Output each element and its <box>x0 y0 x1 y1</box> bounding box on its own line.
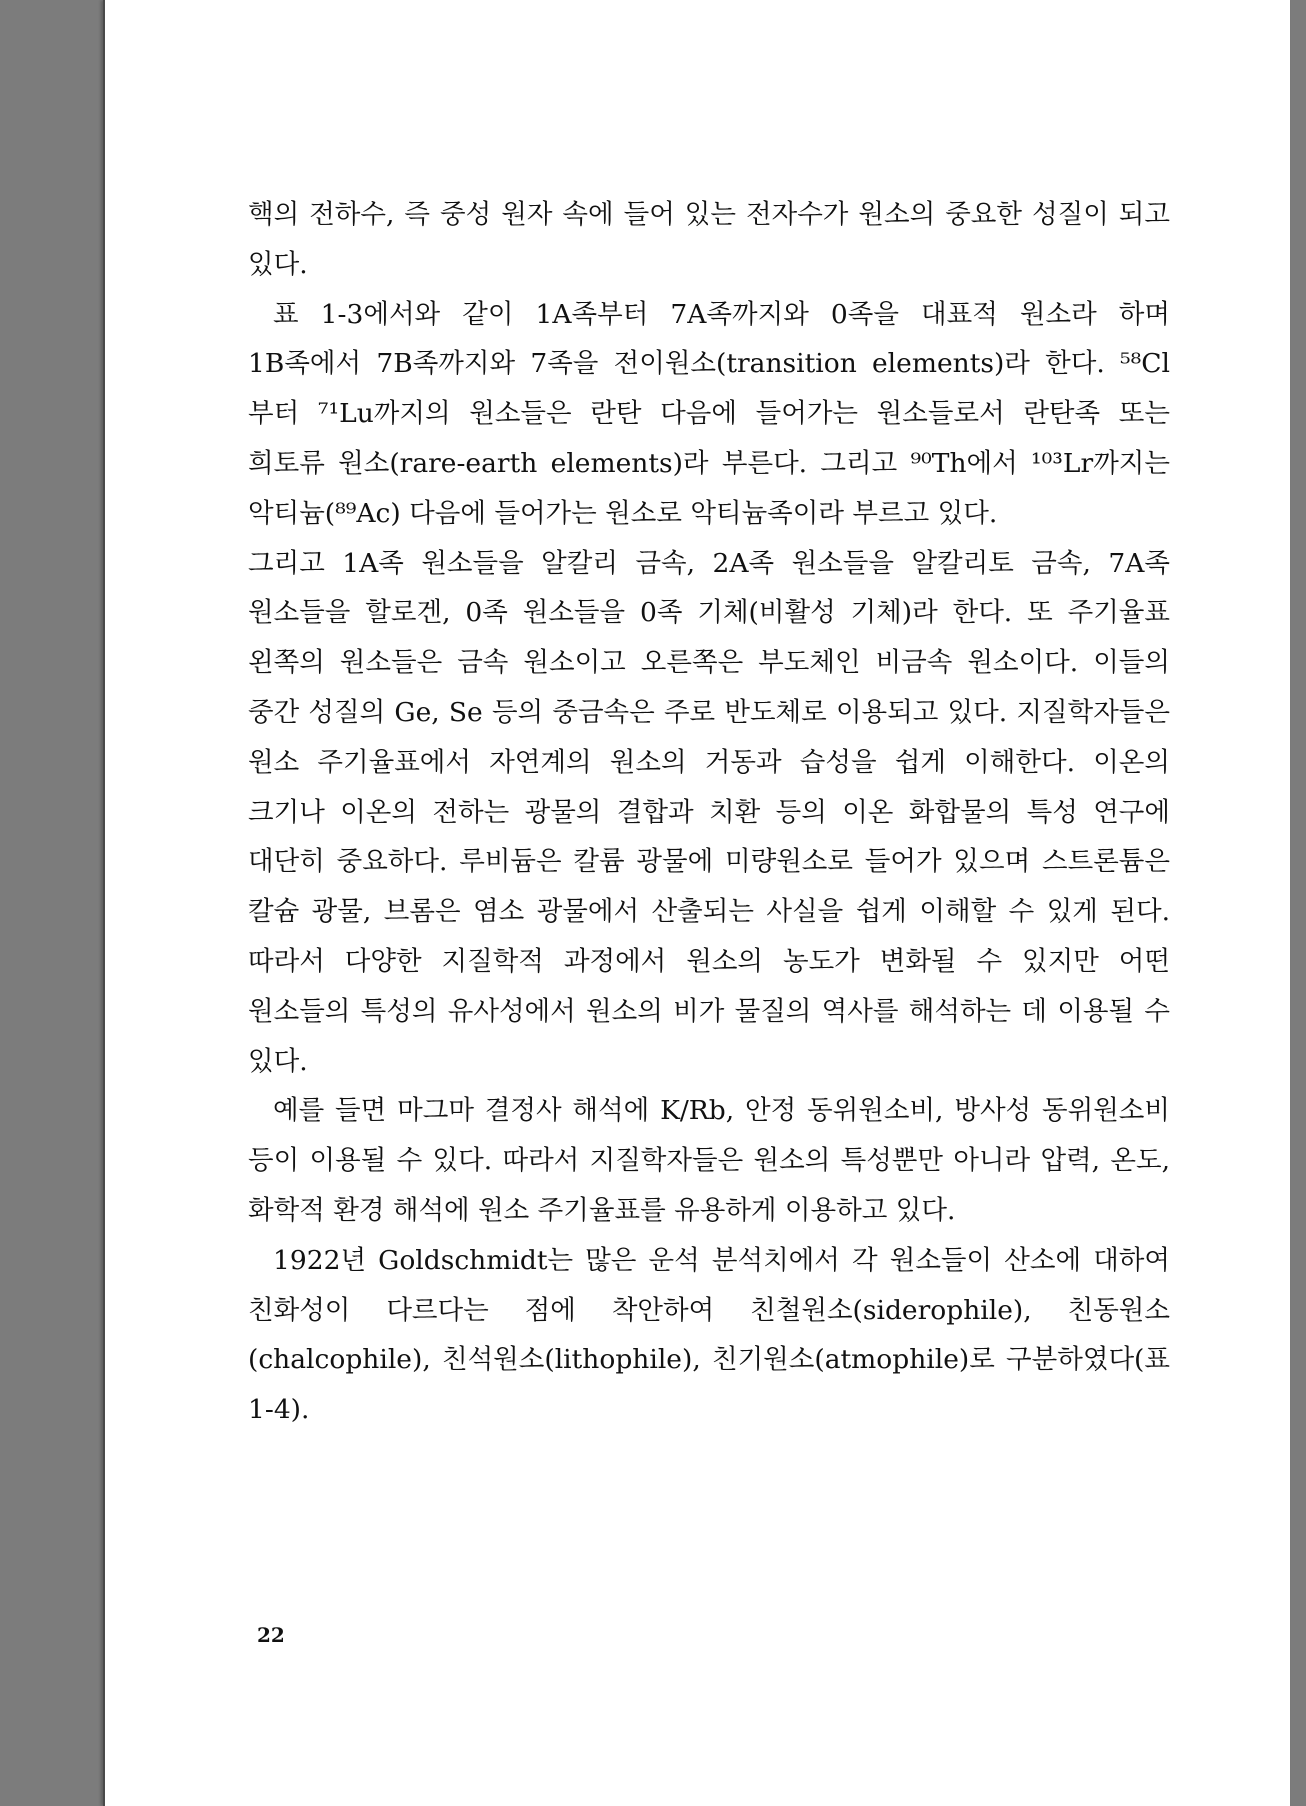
paragraph-5: 1922년 Goldschmidt는 많은 운석 분석치에서 각 원소들이 산소에 대하여 친화성이 다르다는 점에 착안하여 친철원소(siderophile), 친동원소(chalcophile), 친석원소(lithophile), 친기원소(atmophile)로 구분하였다(표 1-4). <box>248 1244 1170 1426</box>
paragraph-1: 핵의 전하수, 즉 중성 원자 속에 들어 있는 전자수가 원소의 중요한 성질이 되고 있다. <box>248 199 1170 280</box>
paragraph-4: 예를 들면 마그마 결정사 해석에 K/Rb, 안정 동위원소비, 방사성 동위원소비 등이 이용될 수 있다. 따라서 지질학자들은 원소의 특성뿐만 아니라 압력, 온도, 화학적 환경 해석에 원소 주기율표를 유용하게 이용하고 있다. <box>248 1095 1170 1226</box>
paragraph-3: 그리고 1A족 원소들을 알칼리 금속, 2A족 원소들을 알칼리토 금속, 7A족 원소들을 할로겐, 0족 원소들을 0족 기체(비활성 기체)라 한다. 또 주기율표 왼쪽의 원소들은 금속 원소이고 오른쪽은 부도체인 비금속 원소이다. 이들의 중간 성질의 Ge, Se 등의 중금속은 주로 반도체로 이용되고 있다. 지질학자들은 원소 주기율표에서 자연계의 원소의 거동과 습성을 쉽게 이해한다. 이온의 크기나 이온의 전하는 광물의 결합과 치환 등의 이온 화합물의 특성 연구에 대단히 중요하다. 루비듐은 칼륨 광물에 미량원소로 들어가 있으며 스트론튬은 칼슘 광물, 브롬은 염소 광물에서 산출되는 사실을 쉽게 이해할 수 있게 된다. 따라서 다양한 지질학적 과정에서 원소의 농도가 변화될 수 있지만 어떤 원소들의 특성의 유사성에서 원소의 비가 물질의 역사를 해석하는 데 이용될 수 있다. <box>248 547 1170 1077</box>
paragraph-2: 표 1-3에서와 같이 1A족부터 7A족까지와 0족을 대표적 원소라 하며 1B족에서 7B족까지와 7족을 전이원소(transition elements)라 한다. ⁵⁸Cl 부터 ⁷¹Lu까지의 원소들은 란탄 다음에 들어가는 원소들로서 란탄족 또는 희토류 원소(rare-earth elements)라 부른다. 그리고 ⁹⁰Th에서 ¹⁰³Lr까지는 악티늄(⁸⁹Ac) 다음에 들어가는 원소로 악티늄족이라 부르고 있다. <box>248 298 1170 529</box>
document-page <box>103 0 1290 1806</box>
page-number: 22 <box>257 1623 285 1647</box>
body-text <box>248 190 1170 1435</box>
